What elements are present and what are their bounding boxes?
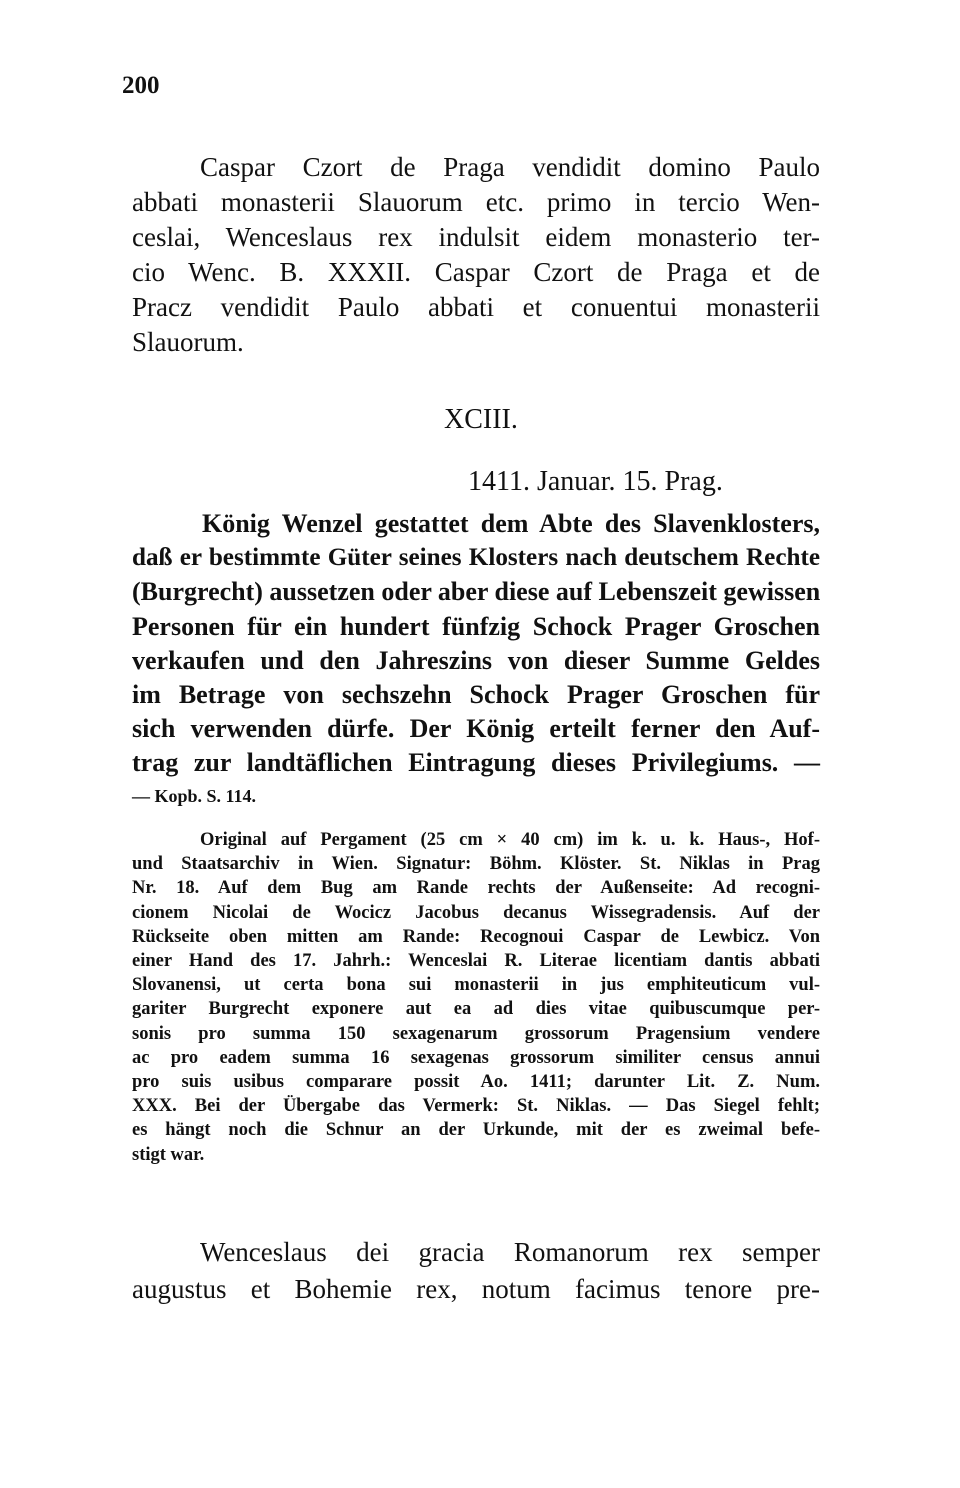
notes-line: stigt war.: [132, 1144, 205, 1165]
notes-line: einer Hand des 17. Jahrh.: Wenceslai R. Literae licentiam dantis abbati: [132, 951, 820, 972]
intro-paragraph: [132, 150, 820, 360]
document-text: [132, 1234, 820, 1308]
notes-line: XXX. Bei der Übergabe das Vermerk: St. Niklas. — Das Siegel fehlt;: [132, 1096, 820, 1117]
notes-line: Original auf Pergament (25 cm × 40 cm) im k. u. k. Haus-, Hof-: [200, 830, 820, 850]
regest-line: im Betrage von sechszehn Schock Prager Groschen für: [132, 680, 820, 710]
notes-line: es hängt noch die Schnur an der Urkunde, mit der es zweimal befe-: [132, 1120, 820, 1141]
notes-line: pro suis usibus comparare possit Ao. 1411; darunter Lit. Z. Num.: [132, 1072, 820, 1093]
archival-notes: [132, 828, 820, 1167]
intro-line: Caspar Czort de Praga vendidit domino Paulo: [200, 152, 820, 182]
intro-line: abbati monasterii Slauorum etc. primo in tercio Wen-: [132, 187, 820, 217]
intro-line: Slauorum.: [132, 327, 244, 357]
text-line: Wenceslaus dei gracia Romanorum rex semper: [200, 1237, 820, 1267]
intro-line: cio Wenc. B. XXXII. Caspar Czort de Praga et de: [132, 257, 820, 287]
notes-line: gariter Burgrecht exponere aut ea ad dies vitae quibuscumque per-: [132, 999, 820, 1020]
notes-line: ac pro eadem summa 16 sexagenas grossorum similiter census annui: [132, 1047, 820, 1068]
regest-line: sich verwenden dürfe. Der König erteilt ferner den Auf-: [132, 714, 820, 744]
intro-line: Pracz vendidit Paulo abbati et conuentui monasterii: [132, 292, 820, 322]
regest-line: König Wenzel gestattet dem Abte des Slavenklosters,: [202, 509, 820, 538]
document-date-place: 1411. Januar. 15. Prag.: [468, 466, 723, 497]
regest-paragraph: [132, 507, 820, 811]
regest-line: verkaufen und den Jahreszins von dieser Summe Geldes: [132, 645, 820, 675]
regest-line: (Burgrecht) aussetzen oder aber diese auf Lebenszeit gewissen: [132, 577, 821, 607]
notes-line: Slovanensi, ut certa bona sui monasterii in jus emphiteuticum vul-: [132, 975, 820, 996]
regest-line: daß er bestimmte Güter seines Klosters nach deutschem Rechte: [132, 544, 820, 572]
notes-line: sonis pro summa 150 sexagenarum grossorum Pragensium vendere: [132, 1023, 820, 1044]
document-number: XCIII.: [444, 404, 518, 435]
notes-line: Nr. 18. Auf dem Bug am Rande rechts der Außenseite: Ad recogni-: [132, 878, 820, 899]
notes-line: cionem Nicolai de Wocicz Jacobus decanus Wissegradensis. Auf der: [132, 902, 820, 923]
regest-reference: — Kopb. S. 114.: [132, 785, 257, 806]
page-number: 200: [122, 72, 160, 99]
regest-line: trag zur landtäflichen Eintragung dieses Privilegiums. —: [132, 748, 820, 778]
regest-line: Personen für ein hundert fünfzig Schock Prager Groschen: [132, 611, 820, 641]
notes-line: und Staatsarchiv in Wien. Signatur: Böhm. Klöster. St. Niklas in Prag: [132, 854, 820, 875]
intro-line: ceslai, Wenceslaus rex indulsit eidem monasterio ter-: [132, 222, 820, 252]
text-line: augustus et Bohemie rex, notum facimus tenore pre-: [132, 1274, 820, 1304]
notes-line: Rückseite oben mitten am Rande: Recognoui Caspar de Lewbicz. Von: [132, 926, 820, 947]
